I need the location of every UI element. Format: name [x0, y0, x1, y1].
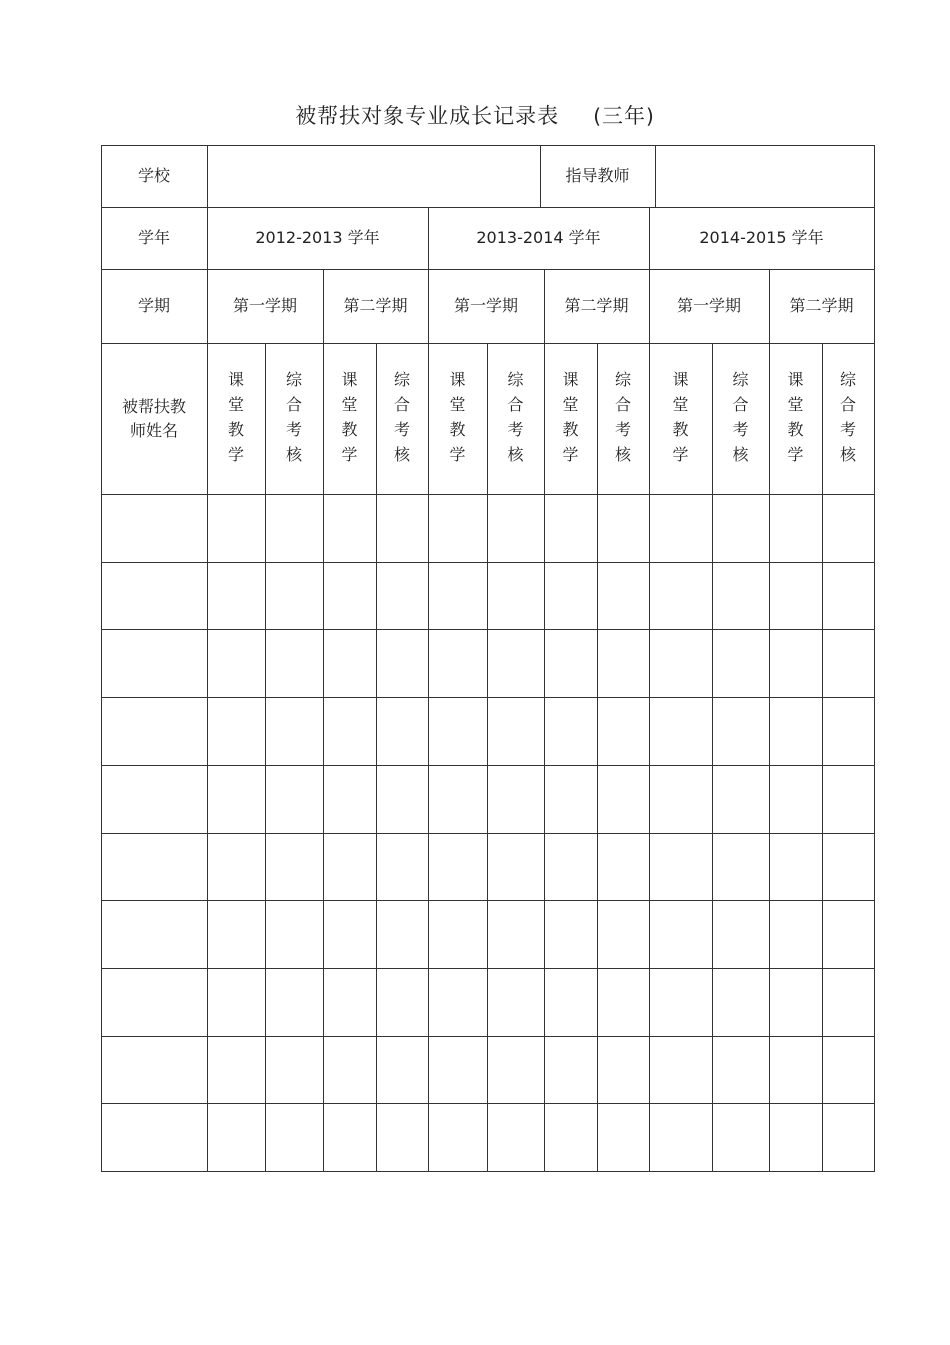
sub-column-char: 合 — [614, 395, 631, 414]
score-cell[interactable] — [323, 968, 376, 1036]
score-cell[interactable] — [769, 900, 822, 968]
year-header: 2014-2015 学年 — [699, 228, 824, 248]
teacher-name-cell[interactable] — [101, 1036, 207, 1104]
score-cell[interactable] — [428, 833, 487, 901]
score-cell[interactable] — [428, 900, 487, 968]
score-cell[interactable] — [649, 1103, 712, 1171]
score-cell[interactable] — [649, 494, 712, 562]
score-cell[interactable] — [544, 900, 597, 968]
sub-column-char: 课 — [341, 370, 358, 389]
score-cell[interactable] — [597, 562, 649, 630]
score-cell[interactable] — [597, 765, 649, 833]
score-cell[interactable] — [207, 765, 265, 833]
score-cell[interactable] — [544, 1103, 597, 1171]
score-cell[interactable] — [323, 629, 376, 697]
score-cell[interactable] — [428, 1036, 487, 1104]
sub-column-header — [649, 343, 712, 494]
score-cell[interactable] — [487, 697, 544, 765]
sub-column-char: 教 — [562, 420, 579, 439]
sub-column-char: 堂 — [672, 395, 689, 414]
score-cell[interactable] — [323, 697, 376, 765]
score-cell[interactable] — [769, 494, 822, 562]
teacher-name-cell[interactable] — [101, 697, 207, 765]
score-cell[interactable] — [822, 1103, 874, 1171]
score-cell[interactable] — [376, 1103, 428, 1171]
score-cell[interactable] — [323, 765, 376, 833]
semester-header: 第二学期 — [564, 296, 629, 316]
score-cell[interactable] — [712, 968, 769, 1036]
score-cell[interactable] — [487, 562, 544, 630]
score-cell[interactable] — [428, 629, 487, 697]
score-cell[interactable] — [822, 562, 874, 630]
sub-column-char: 合 — [507, 395, 524, 414]
semester-label: 学期 — [137, 296, 170, 316]
score-cell[interactable] — [428, 697, 487, 765]
score-cell[interactable] — [428, 562, 487, 630]
sub-column-char: 核 — [732, 445, 749, 464]
sub-column-char: 考 — [393, 420, 410, 439]
score-cell[interactable] — [265, 494, 323, 562]
score-cell[interactable] — [822, 900, 874, 968]
score-cell[interactable] — [428, 1103, 487, 1171]
teacher-name-cell[interactable] — [101, 833, 207, 901]
score-cell[interactable] — [712, 562, 769, 630]
score-cell[interactable] — [544, 697, 597, 765]
score-cell[interactable] — [207, 900, 265, 968]
score-cell[interactable] — [822, 833, 874, 901]
title-main: 被帮扶对象专业成长记录表 — [295, 104, 560, 128]
score-cell[interactable] — [207, 968, 265, 1036]
score-cell[interactable] — [265, 968, 323, 1036]
sub-column-char: 核 — [507, 445, 524, 464]
year-header: 2012-2013 学年 — [255, 228, 380, 248]
score-cell[interactable] — [544, 494, 597, 562]
sub-column-char: 核 — [393, 445, 410, 464]
title-paren-text: 三年 — [602, 104, 646, 128]
sub-column-char: 综 — [285, 370, 302, 389]
score-cell[interactable] — [649, 900, 712, 968]
sub-column-char: 教 — [449, 420, 466, 439]
sub-column-header — [207, 343, 265, 494]
score-cell[interactable] — [265, 1103, 323, 1171]
sub-column-char: 教 — [227, 420, 244, 439]
score-cell[interactable] — [544, 968, 597, 1036]
score-cell[interactable] — [649, 968, 712, 1036]
score-cell[interactable] — [597, 1036, 649, 1104]
score-cell[interactable] — [822, 765, 874, 833]
score-cell[interactable] — [597, 629, 649, 697]
score-cell[interactable] — [376, 968, 428, 1036]
sub-column-char: 堂 — [341, 395, 358, 414]
sub-column-header — [487, 343, 544, 494]
score-cell[interactable] — [769, 562, 822, 630]
sub-column-char: 教 — [787, 420, 804, 439]
score-cell[interactable] — [487, 968, 544, 1036]
sub-column-char: 堂 — [227, 395, 244, 414]
sub-column-char: 学 — [227, 445, 244, 464]
score-cell[interactable] — [822, 697, 874, 765]
year-label: 学年 — [137, 228, 170, 248]
score-cell[interactable] — [376, 900, 428, 968]
sub-column-char: 课 — [562, 370, 579, 389]
sub-column-char: 堂 — [787, 395, 804, 414]
sub-column-header — [769, 343, 822, 494]
sub-column-char: 学 — [449, 445, 466, 464]
score-cell[interactable] — [323, 833, 376, 901]
sub-column-header — [323, 343, 376, 494]
score-cell[interactable] — [597, 900, 649, 968]
score-cell[interactable] — [323, 562, 376, 630]
score-cell[interactable] — [597, 494, 649, 562]
score-cell[interactable] — [487, 765, 544, 833]
score-cell[interactable] — [822, 494, 874, 562]
score-cell[interactable] — [323, 1103, 376, 1171]
sub-column-char: 考 — [285, 420, 302, 439]
score-cell[interactable] — [597, 697, 649, 765]
teacher-name-cell[interactable] — [101, 765, 207, 833]
score-cell[interactable] — [376, 697, 428, 765]
title-paren-close: ) — [646, 104, 655, 128]
semester-header: 第一学期 — [232, 296, 297, 316]
score-cell[interactable] — [265, 697, 323, 765]
score-cell[interactable] — [769, 833, 822, 901]
score-cell[interactable] — [265, 1036, 323, 1104]
score-cell[interactable] — [649, 629, 712, 697]
teacher-name-cell[interactable] — [101, 494, 207, 562]
teacher-name-cell[interactable] — [101, 900, 207, 968]
sub-column-char: 学 — [787, 445, 804, 464]
teacher-name-cell[interactable] — [101, 629, 207, 697]
teacher-name-cell[interactable] — [101, 1103, 207, 1171]
score-cell[interactable] — [649, 562, 712, 630]
score-cell[interactable] — [649, 765, 712, 833]
score-cell[interactable] — [649, 1036, 712, 1104]
score-cell[interactable] — [376, 494, 428, 562]
score-cell[interactable] — [265, 900, 323, 968]
sub-column-char: 课 — [449, 370, 466, 389]
score-cell[interactable] — [712, 765, 769, 833]
table-rule — [101, 1171, 875, 1172]
sub-column-char: 考 — [839, 420, 856, 439]
score-cell[interactable] — [207, 697, 265, 765]
sub-column-char: 核 — [839, 445, 856, 464]
score-cell[interactable] — [428, 968, 487, 1036]
score-cell[interactable] — [769, 1103, 822, 1171]
score-cell[interactable] — [712, 1103, 769, 1171]
teacher-name-label: 被帮扶教 师姓名 — [121, 397, 186, 440]
score-cell[interactable] — [323, 494, 376, 562]
score-cell[interactable] — [597, 833, 649, 901]
score-cell[interactable] — [712, 900, 769, 968]
score-cell[interactable] — [649, 697, 712, 765]
score-cell[interactable] — [769, 1036, 822, 1104]
sub-column-char: 学 — [672, 445, 689, 464]
sub-column-header — [428, 343, 487, 494]
score-cell[interactable] — [428, 765, 487, 833]
score-cell[interactable] — [487, 629, 544, 697]
sub-column-char: 合 — [839, 395, 856, 414]
score-cell[interactable] — [376, 833, 428, 901]
score-cell[interactable] — [207, 629, 265, 697]
sub-column-char: 堂 — [562, 395, 579, 414]
score-cell[interactable] — [207, 1036, 265, 1104]
sub-column-char: 学 — [341, 445, 358, 464]
school-label: 学校 — [137, 166, 170, 186]
sub-column-char: 综 — [507, 370, 524, 389]
score-cell[interactable] — [544, 833, 597, 901]
sub-column-char: 课 — [787, 370, 804, 389]
score-cell[interactable] — [712, 697, 769, 765]
score-cell[interactable] — [649, 833, 712, 901]
mentor-field[interactable] — [655, 145, 874, 207]
score-cell[interactable] — [265, 629, 323, 697]
score-cell[interactable] — [376, 562, 428, 630]
score-cell[interactable] — [712, 833, 769, 901]
score-cell[interactable] — [265, 562, 323, 630]
sub-column-header — [376, 343, 428, 494]
semester-header: 第一学期 — [453, 296, 518, 316]
sub-column-header — [822, 343, 874, 494]
sub-column-char: 核 — [285, 445, 302, 464]
sub-column-char: 考 — [732, 420, 749, 439]
page-title — [0, 100, 950, 130]
score-cell[interactable] — [597, 968, 649, 1036]
table-rule — [874, 145, 875, 1172]
score-cell[interactable] — [712, 1036, 769, 1104]
sub-column-char: 合 — [393, 395, 410, 414]
score-cell[interactable] — [265, 833, 323, 901]
score-cell[interactable] — [487, 494, 544, 562]
score-cell[interactable] — [822, 629, 874, 697]
sub-column-char: 考 — [614, 420, 631, 439]
score-cell[interactable] — [487, 900, 544, 968]
score-cell[interactable] — [544, 765, 597, 833]
sub-column-char: 课 — [672, 370, 689, 389]
sub-column-char: 课 — [227, 370, 244, 389]
score-cell[interactable] — [207, 1103, 265, 1171]
score-cell[interactable] — [428, 494, 487, 562]
teacher-name-cell[interactable] — [101, 562, 207, 630]
year-header: 2013-2014 学年 — [476, 228, 601, 248]
sub-column-char: 综 — [614, 370, 631, 389]
score-cell[interactable] — [769, 968, 822, 1036]
sub-column-header — [265, 343, 323, 494]
score-cell[interactable] — [544, 562, 597, 630]
score-cell[interactable] — [597, 1103, 649, 1171]
sub-column-char: 核 — [614, 445, 631, 464]
score-cell[interactable] — [207, 562, 265, 630]
sub-column-char: 合 — [285, 395, 302, 414]
score-cell[interactable] — [769, 697, 822, 765]
score-cell[interactable] — [712, 494, 769, 562]
semester-header: 第二学期 — [343, 296, 408, 316]
sub-column-char: 综 — [732, 370, 749, 389]
score-cell[interactable] — [822, 1036, 874, 1104]
score-cell[interactable] — [323, 900, 376, 968]
mentor-label: 指导教师 — [565, 166, 630, 186]
score-cell[interactable] — [544, 1036, 597, 1104]
sub-column-char: 教 — [341, 420, 358, 439]
score-cell[interactable] — [769, 629, 822, 697]
sub-column-char: 考 — [507, 420, 524, 439]
score-cell[interactable] — [487, 1036, 544, 1104]
score-cell[interactable] — [376, 1036, 428, 1104]
score-cell[interactable] — [822, 968, 874, 1036]
title-paren-open: ( — [593, 104, 602, 128]
score-cell[interactable] — [487, 833, 544, 901]
sub-column-char: 综 — [839, 370, 856, 389]
score-cell[interactable] — [712, 629, 769, 697]
score-cell[interactable] — [376, 765, 428, 833]
sub-column-header — [544, 343, 597, 494]
score-cell[interactable] — [207, 494, 265, 562]
score-cell[interactable] — [265, 765, 323, 833]
sub-column-char: 教 — [672, 420, 689, 439]
score-cell[interactable] — [376, 629, 428, 697]
score-cell[interactable] — [487, 1103, 544, 1171]
teacher-name-cell[interactable] — [101, 968, 207, 1036]
sub-column-header — [597, 343, 649, 494]
semester-header: 第二学期 — [789, 296, 854, 316]
score-cell[interactable] — [769, 765, 822, 833]
score-cell[interactable] — [323, 1036, 376, 1104]
school-field[interactable] — [207, 145, 540, 207]
sub-column-header — [712, 343, 769, 494]
sub-column-char: 堂 — [449, 395, 466, 414]
score-cell[interactable] — [207, 833, 265, 901]
semester-header: 第一学期 — [676, 296, 741, 316]
score-cell[interactable] — [544, 629, 597, 697]
sub-column-char: 综 — [393, 370, 410, 389]
sub-column-char: 合 — [732, 395, 749, 414]
sub-column-char: 学 — [562, 445, 579, 464]
